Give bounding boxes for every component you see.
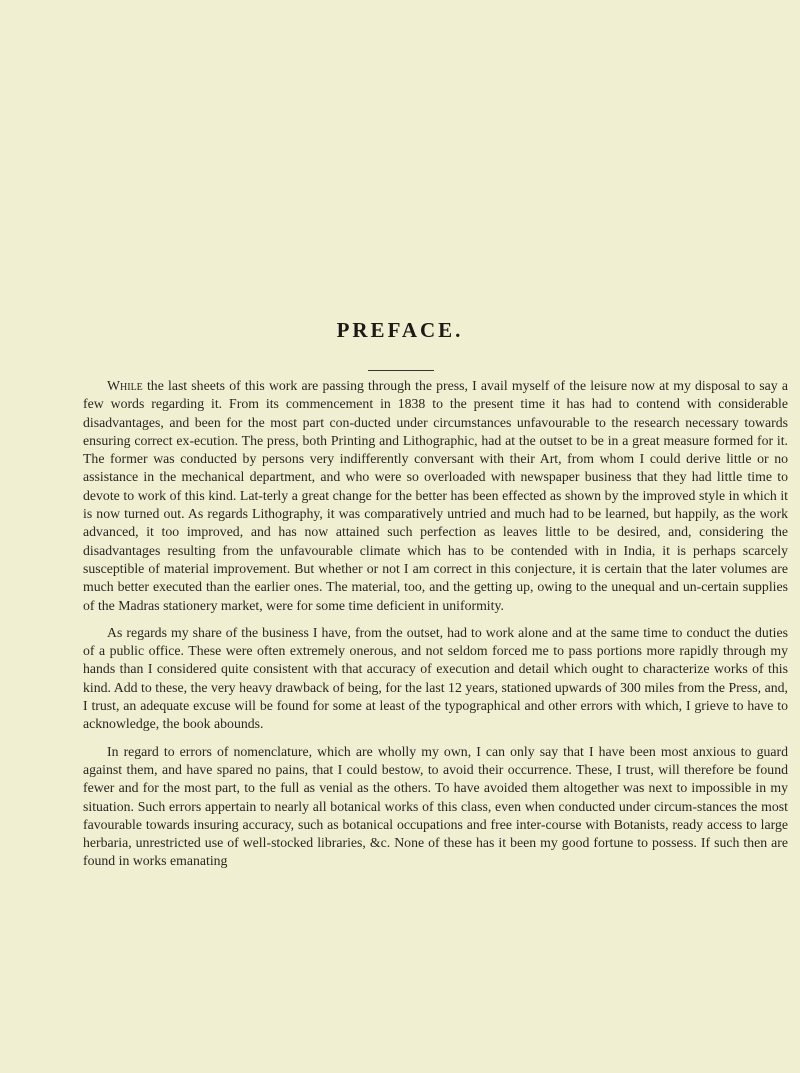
paragraph-lead-word: While <box>107 378 143 393</box>
paragraph-text: In regard to errors of nomenclature, which are wholly my own, I can only say that I have been most anxious to guard against them, and have spared no pains, that I could bestow, to avoid their occurrence. These, I trust, will therefore be found fewer and for the most part, to the full as venial as the others. To have avoided them altogether was next to impossible in my situation. Such errors appertain to nearly all botanical works of this class, even when conducted under circum-stances the most favourable towards insuring accuracy, such as botanical occupations and free inter-course with Botanists, ready access to large herbaria, unrestricted use of well-stocked libraries, &c. None of these has it been my good fortune to possess. If such then are found in works emanating <box>83 743 788 869</box>
paragraph-text: As regards my share of the business I have, from the outset, had to work alone and at the same time to conduct the duties of a public office. These were often extremely onerous, and not seldom forced me to pass portions more rapidly through my hands than I considered quite consistent with that accuracy of execution and detail which ought to characterize works of this kind. Add to these, the very heavy drawback of being, for the last 12 years, stationed upwards of 300 miles from the Press, and, I trust, an adequate excuse will be found for some at least of the typographical and other errors with which, I grieve to have to acknowledge, the book abounds. <box>83 624 788 732</box>
paragraph-2 <box>83 624 788 734</box>
page-title: PREFACE. <box>336 318 464 342</box>
paragraph-3 <box>83 743 788 871</box>
paragraph-text: the last sheets of this work are passing through the press, I avail myself of the leisure now at my disposal to say a few words regarding it. From its commencement in 1838 to the present time it has had to contend with considerable disadvantages, and been for the most part con-ducted under circumstances unfavourable to the research necessary towards ensuring correct ex-ecution. The press, both Printing and Lithographic, had at the outset to be in a great measure formed for it. The former was conducted by persons very indifferently conversant with their Art, from whom I could derive little or no assistance in the mechanical department, and who were so overloaded with newspaper business that they had little time to devote to work of this kind. Lat-terly a great change for the better has been effected as shown by the improved style in which it is now turned out. As regards Lithography, it was comparatively untried and much had to be learned, but happily, as the work advanced, it too improved, and has now attained such perfection as leaves little to be desired, and, considering the disadvantages resulting from the unfavourable climate which has to be contended with in India, it is perhaps scarcely susceptible of material improvement. But whether or not I am correct in this conjecture, it is certain that the later volumes are much better executed than the earlier ones. The material, too, and the getting up, owing to the unequal and un-certain supplies of the Madras stationery market, were for some time deficient in uniformity. <box>83 378 788 613</box>
preface-body <box>83 377 788 880</box>
title-divider <box>368 370 434 371</box>
paragraph-1 <box>83 377 788 615</box>
